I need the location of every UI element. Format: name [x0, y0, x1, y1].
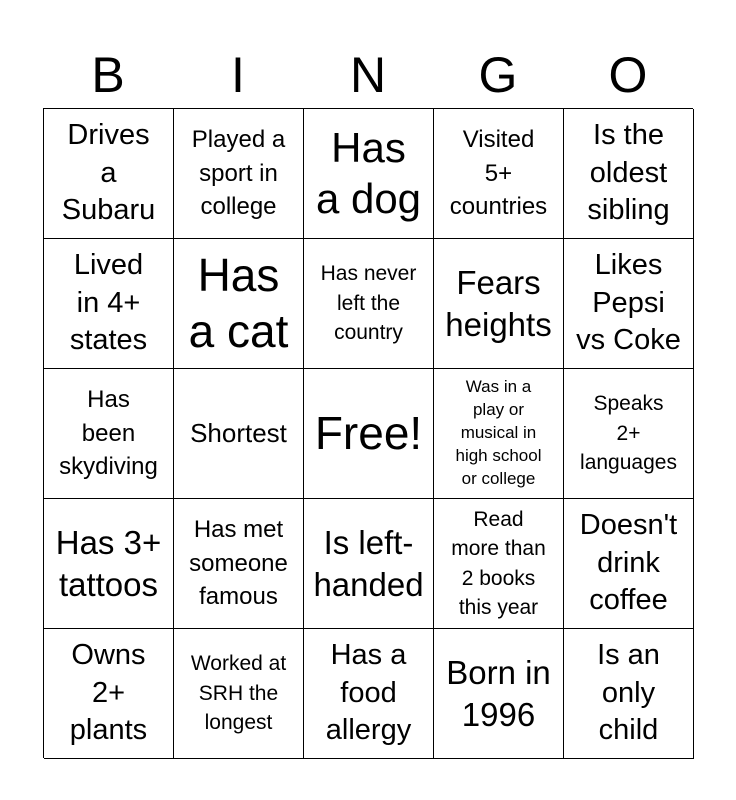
bingo-cell[interactable]: Is an only child [564, 629, 694, 759]
bingo-cell[interactable]: Has never left the country [304, 239, 434, 369]
header-letter-o: O [608, 47, 648, 103]
bingo-cell[interactable]: Drives a Subaru [44, 109, 174, 239]
bingo-cell[interactable]: Doesn't drink coffee [564, 499, 694, 629]
bingo-cell[interactable]: Fears heights [434, 239, 564, 369]
bingo-cell[interactable]: Has a cat [174, 239, 304, 369]
bingo-cell[interactable]: Was in a play or musical in high school or college [434, 369, 564, 499]
bingo-cell[interactable]: Has a dog [304, 109, 434, 239]
bingo-cell[interactable]: Has been skydiving [44, 369, 174, 499]
bingo-cell[interactable]: Has a food allergy [304, 629, 434, 759]
bingo-cell[interactable]: Is left- handed [304, 499, 434, 629]
bingo-header [43, 44, 693, 106]
bingo-cell[interactable]: Played a sport in college [174, 109, 304, 239]
bingo-cell[interactable]: Born in 1996 [434, 629, 564, 759]
bingo-cell[interactable]: Visited 5+ countries [434, 109, 564, 239]
bingo-cell[interactable]: Owns 2+ plants [44, 629, 174, 759]
header-letter-i: I [231, 47, 245, 103]
header-letter-n: N [349, 47, 387, 103]
header-letter-b: B [91, 47, 125, 103]
bingo-cell[interactable]: Is the oldest sibling [564, 109, 694, 239]
bingo-cell[interactable]: Lived in 4+ states [44, 239, 174, 369]
bingo-cell[interactable]: Shortest [174, 369, 304, 499]
bingo-cell[interactable]: Speaks 2+ languages [564, 369, 694, 499]
header-letter-g: G [478, 47, 518, 103]
bingo-cell[interactable]: Has 3+ tattoos [44, 499, 174, 629]
bingo-cell[interactable]: Has met someone famous [174, 499, 304, 629]
bingo-cell[interactable]: Read more than 2 books this year [434, 499, 564, 629]
free-space-cell[interactable]: Free! [304, 369, 434, 499]
bingo-grid [43, 108, 693, 758]
bingo-cell[interactable]: Worked at SRH the longest [174, 629, 304, 759]
bingo-cell[interactable]: Likes Pepsi vs Coke [564, 239, 694, 369]
